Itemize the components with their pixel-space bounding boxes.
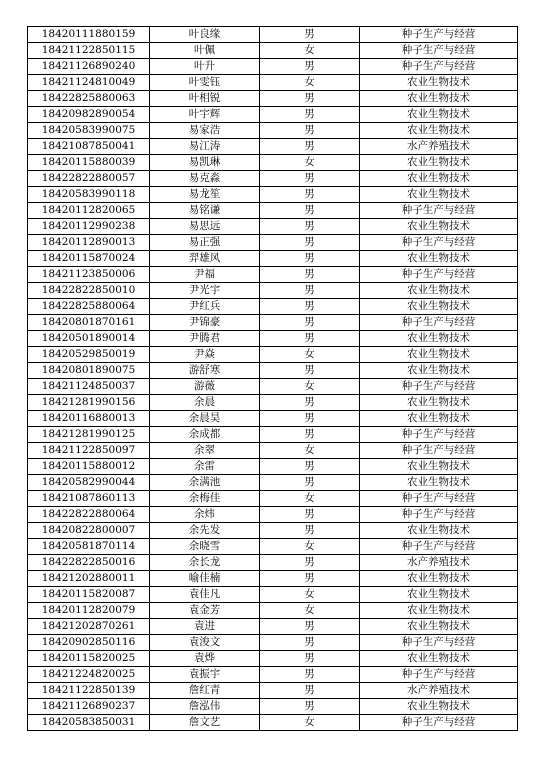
student-major-cell: 农业生物技术 <box>360 299 518 315</box>
table-row <box>28 715 518 731</box>
student-sex-cell: 男 <box>260 187 360 203</box>
student-name-cell: 易铭谦 <box>150 203 260 219</box>
student-sex-cell: 男 <box>260 619 360 635</box>
student-major-cell: 农业生物技术 <box>360 347 518 363</box>
student-id-cell: 18421124850037 <box>28 379 150 395</box>
table-row <box>28 251 518 267</box>
student-name-cell: 余先发 <box>150 523 260 539</box>
table-row <box>28 523 518 539</box>
student-major-cell: 农业生物技术 <box>360 331 518 347</box>
student-name-cell: 余梅佳 <box>150 491 260 507</box>
student-id-cell: 18422825880063 <box>28 91 150 107</box>
student-name-cell: 游薇 <box>150 379 260 395</box>
student-roster-table <box>27 26 518 731</box>
table-row <box>28 587 518 603</box>
student-name-cell: 余成都 <box>150 427 260 443</box>
student-sex-cell: 女 <box>260 491 360 507</box>
student-sex-cell: 男 <box>260 683 360 699</box>
student-id-cell: 18421281990156 <box>28 395 150 411</box>
student-id-cell: 18421202880011 <box>28 571 150 587</box>
student-sex-cell: 男 <box>260 427 360 443</box>
student-major-cell: 农业生物技术 <box>360 699 518 715</box>
table-row <box>28 699 518 715</box>
student-major-cell: 农业生物技术 <box>360 523 518 539</box>
student-sex-cell: 男 <box>260 235 360 251</box>
student-id-cell: 18420112820079 <box>28 603 150 619</box>
student-major-cell: 农业生物技术 <box>360 411 518 427</box>
student-sex-cell: 女 <box>260 43 360 59</box>
student-name-cell: 詹文艺 <box>150 715 260 731</box>
table-row <box>28 683 518 699</box>
student-sex-cell: 女 <box>260 379 360 395</box>
student-name-cell: 游舒寒 <box>150 363 260 379</box>
student-name-cell: 余晨 <box>150 395 260 411</box>
table-row <box>28 379 518 395</box>
student-id-cell: 18420801890075 <box>28 363 150 379</box>
student-sex-cell: 男 <box>260 699 360 715</box>
table-row <box>28 203 518 219</box>
student-sex-cell: 女 <box>260 443 360 459</box>
student-sex-cell: 女 <box>260 587 360 603</box>
student-id-cell: 18421126890237 <box>28 699 150 715</box>
student-name-cell: 余满池 <box>150 475 260 491</box>
student-id-cell: 18421122850097 <box>28 443 150 459</box>
table-row <box>28 475 518 491</box>
student-sex-cell: 男 <box>260 299 360 315</box>
student-id-cell: 18420112890013 <box>28 235 150 251</box>
student-sex-cell: 女 <box>260 75 360 91</box>
student-sex-cell: 男 <box>260 635 360 651</box>
student-sex-cell: 男 <box>260 523 360 539</box>
student-major-cell: 种子生产与经营 <box>360 635 518 651</box>
student-id-cell: 18421122850139 <box>28 683 150 699</box>
student-id-cell: 18421087860113 <box>28 491 150 507</box>
table-row <box>28 427 518 443</box>
student-id-cell: 18421126890240 <box>28 59 150 75</box>
student-id-cell: 18420582990044 <box>28 475 150 491</box>
table-row <box>28 267 518 283</box>
table-row <box>28 603 518 619</box>
table-row <box>28 299 518 315</box>
student-id-cell: 18420115870024 <box>28 251 150 267</box>
student-sex-cell: 女 <box>260 347 360 363</box>
student-sex-cell: 男 <box>260 267 360 283</box>
student-name-cell: 余长龙 <box>150 555 260 571</box>
student-sex-cell: 女 <box>260 603 360 619</box>
student-name-cell: 易龙笙 <box>150 187 260 203</box>
student-major-cell: 种子生产与经营 <box>360 27 518 43</box>
student-major-cell: 农业生物技术 <box>360 187 518 203</box>
student-name-cell: 袁进 <box>150 619 260 635</box>
table-row <box>28 507 518 523</box>
table-row <box>28 59 518 75</box>
table-row <box>28 123 518 139</box>
student-id-cell: 18421202870261 <box>28 619 150 635</box>
student-id-cell: 18422822850016 <box>28 555 150 571</box>
student-major-cell: 水产养殖技术 <box>360 555 518 571</box>
table-row <box>28 571 518 587</box>
student-sex-cell: 男 <box>260 123 360 139</box>
student-name-cell: 余雷 <box>150 459 260 475</box>
student-major-cell: 农业生物技术 <box>360 475 518 491</box>
table-row <box>28 91 518 107</box>
student-major-cell: 农业生物技术 <box>360 363 518 379</box>
student-name-cell: 易凯琳 <box>150 155 260 171</box>
student-name-cell: 詹泓伟 <box>150 699 260 715</box>
table-row <box>28 635 518 651</box>
student-sex-cell: 男 <box>260 251 360 267</box>
student-major-cell: 农业生物技术 <box>360 107 518 123</box>
student-major-cell: 农业生物技术 <box>360 283 518 299</box>
student-id-cell: 18420115820025 <box>28 651 150 667</box>
student-id-cell: 18420583990118 <box>28 187 150 203</box>
student-major-cell: 种子生产与经营 <box>360 539 518 555</box>
table-row <box>28 107 518 123</box>
student-name-cell: 易克淼 <box>150 171 260 187</box>
student-name-cell: 尹腾君 <box>150 331 260 347</box>
student-major-cell: 农业生物技术 <box>360 395 518 411</box>
student-id-cell: 18420581870114 <box>28 539 150 555</box>
student-sex-cell: 男 <box>260 27 360 43</box>
student-sex-cell: 男 <box>260 107 360 123</box>
table-row <box>28 651 518 667</box>
student-major-cell: 种子生产与经营 <box>360 315 518 331</box>
student-major-cell: 种子生产与经营 <box>360 427 518 443</box>
table-row <box>28 75 518 91</box>
student-id-cell: 18420116880013 <box>28 411 150 427</box>
student-sex-cell: 男 <box>260 571 360 587</box>
student-major-cell: 水产养殖技术 <box>360 683 518 699</box>
student-sex-cell: 男 <box>260 171 360 187</box>
student-major-cell: 农业生物技术 <box>360 91 518 107</box>
student-major-cell: 种子生产与经营 <box>360 667 518 683</box>
student-major-cell: 种子生产与经营 <box>360 267 518 283</box>
student-sex-cell: 男 <box>260 651 360 667</box>
student-major-cell: 农业生物技术 <box>360 587 518 603</box>
student-major-cell: 农业生物技术 <box>360 155 518 171</box>
student-name-cell: 羿雄风 <box>150 251 260 267</box>
student-id-cell: 18420112820065 <box>28 203 150 219</box>
student-sex-cell: 男 <box>260 395 360 411</box>
student-name-cell: 叶佩 <box>150 43 260 59</box>
student-sex-cell: 男 <box>260 667 360 683</box>
student-id-cell: 18422822880064 <box>28 507 150 523</box>
table-row <box>28 443 518 459</box>
student-id-cell: 18420115820087 <box>28 587 150 603</box>
student-id-cell: 18421224820025 <box>28 667 150 683</box>
student-id-cell: 18420112990238 <box>28 219 150 235</box>
student-major-cell: 农业生物技术 <box>360 123 518 139</box>
table-row <box>28 283 518 299</box>
table-row <box>28 43 518 59</box>
student-name-cell: 叶雯钰 <box>150 75 260 91</box>
student-major-cell: 种子生产与经营 <box>360 715 518 731</box>
student-sex-cell: 男 <box>260 91 360 107</box>
student-sex-cell: 男 <box>260 363 360 379</box>
student-name-cell: 尹福 <box>150 267 260 283</box>
student-sex-cell: 男 <box>260 139 360 155</box>
table-row <box>28 555 518 571</box>
student-name-cell: 尹光宇 <box>150 283 260 299</box>
student-sex-cell: 男 <box>260 203 360 219</box>
student-name-cell: 袁振宇 <box>150 667 260 683</box>
student-sex-cell: 女 <box>260 715 360 731</box>
student-id-cell: 18420982890054 <box>28 107 150 123</box>
student-name-cell: 袁烨 <box>150 651 260 667</box>
table-row <box>28 315 518 331</box>
student-major-cell: 种子生产与经营 <box>360 491 518 507</box>
student-sex-cell: 男 <box>260 219 360 235</box>
table-row <box>28 27 518 43</box>
student-id-cell: 18420501890014 <box>28 331 150 347</box>
student-sex-cell: 男 <box>260 475 360 491</box>
student-name-cell: 袁浚文 <box>150 635 260 651</box>
student-name-cell: 叶良缘 <box>150 27 260 43</box>
student-major-cell: 种子生产与经营 <box>360 59 518 75</box>
student-id-cell: 18422825880064 <box>28 299 150 315</box>
student-name-cell: 易江涛 <box>150 139 260 155</box>
student-id-cell: 18421087850041 <box>28 139 150 155</box>
student-sex-cell: 男 <box>260 315 360 331</box>
student-sex-cell: 男 <box>260 555 360 571</box>
table-row <box>28 395 518 411</box>
student-id-cell: 18421124810049 <box>28 75 150 91</box>
table-row <box>28 491 518 507</box>
table-row <box>28 171 518 187</box>
table-row <box>28 187 518 203</box>
student-name-cell: 易家浩 <box>150 123 260 139</box>
student-id-cell: 18420801870161 <box>28 315 150 331</box>
student-name-cell: 叶相锐 <box>150 91 260 107</box>
student-major-cell: 水产养殖技术 <box>360 139 518 155</box>
student-major-cell: 种子生产与经营 <box>360 379 518 395</box>
student-name-cell: 余翠 <box>150 443 260 459</box>
student-id-cell: 18421281990125 <box>28 427 150 443</box>
table-row <box>28 667 518 683</box>
table-row <box>28 139 518 155</box>
student-id-cell: 18420902850116 <box>28 635 150 651</box>
table-row <box>28 539 518 555</box>
student-sex-cell: 男 <box>260 411 360 427</box>
student-major-cell: 农业生物技术 <box>360 219 518 235</box>
student-name-cell: 尹红兵 <box>150 299 260 315</box>
table-row <box>28 219 518 235</box>
table-row <box>28 619 518 635</box>
student-sex-cell: 女 <box>260 539 360 555</box>
table-row <box>28 155 518 171</box>
student-id-cell: 18420115880012 <box>28 459 150 475</box>
student-name-cell: 袁佳凡 <box>150 587 260 603</box>
student-id-cell: 18420115880039 <box>28 155 150 171</box>
student-major-cell: 农业生物技术 <box>360 651 518 667</box>
roster-body <box>28 27 518 731</box>
table-row <box>28 347 518 363</box>
student-major-cell: 种子生产与经营 <box>360 443 518 459</box>
student-name-cell: 尹锦豪 <box>150 315 260 331</box>
student-name-cell: 易思远 <box>150 219 260 235</box>
student-major-cell: 农业生物技术 <box>360 75 518 91</box>
student-sex-cell: 男 <box>260 507 360 523</box>
student-sex-cell: 男 <box>260 459 360 475</box>
table-row <box>28 411 518 427</box>
student-name-cell: 余炜 <box>150 507 260 523</box>
student-id-cell: 18422822880057 <box>28 171 150 187</box>
table-row <box>28 459 518 475</box>
student-name-cell: 叶升 <box>150 59 260 75</box>
student-major-cell: 种子生产与经营 <box>360 203 518 219</box>
student-major-cell: 种子生产与经营 <box>360 43 518 59</box>
student-major-cell: 种子生产与经营 <box>360 235 518 251</box>
student-sex-cell: 男 <box>260 283 360 299</box>
student-sex-cell: 男 <box>260 59 360 75</box>
student-major-cell: 农业生物技术 <box>360 171 518 187</box>
student-major-cell: 农业生物技术 <box>360 619 518 635</box>
student-major-cell: 农业生物技术 <box>360 571 518 587</box>
student-name-cell: 尹焱 <box>150 347 260 363</box>
student-name-cell: 袁金芳 <box>150 603 260 619</box>
student-id-cell: 18422822850010 <box>28 283 150 299</box>
student-major-cell: 农业生物技术 <box>360 459 518 475</box>
student-id-cell: 18421123850006 <box>28 267 150 283</box>
table-row <box>28 363 518 379</box>
student-name-cell: 詹红青 <box>150 683 260 699</box>
student-id-cell: 18420583990075 <box>28 123 150 139</box>
table-row <box>28 235 518 251</box>
table-row <box>28 331 518 347</box>
student-name-cell: 余晓雪 <box>150 539 260 555</box>
student-name-cell: 喻佳楠 <box>150 571 260 587</box>
student-name-cell: 叶宇辉 <box>150 107 260 123</box>
student-id-cell: 18420529850019 <box>28 347 150 363</box>
student-sex-cell: 女 <box>260 155 360 171</box>
student-name-cell: 易正强 <box>150 235 260 251</box>
student-major-cell: 农业生物技术 <box>360 603 518 619</box>
student-id-cell: 18421122850115 <box>28 43 150 59</box>
student-name-cell: 余晨昊 <box>150 411 260 427</box>
student-major-cell: 农业生物技术 <box>360 251 518 267</box>
student-sex-cell: 男 <box>260 331 360 347</box>
student-id-cell: 18420111880159 <box>28 27 150 43</box>
student-id-cell: 18420822800007 <box>28 523 150 539</box>
student-major-cell: 种子生产与经营 <box>360 507 518 523</box>
student-id-cell: 18420583850031 <box>28 715 150 731</box>
